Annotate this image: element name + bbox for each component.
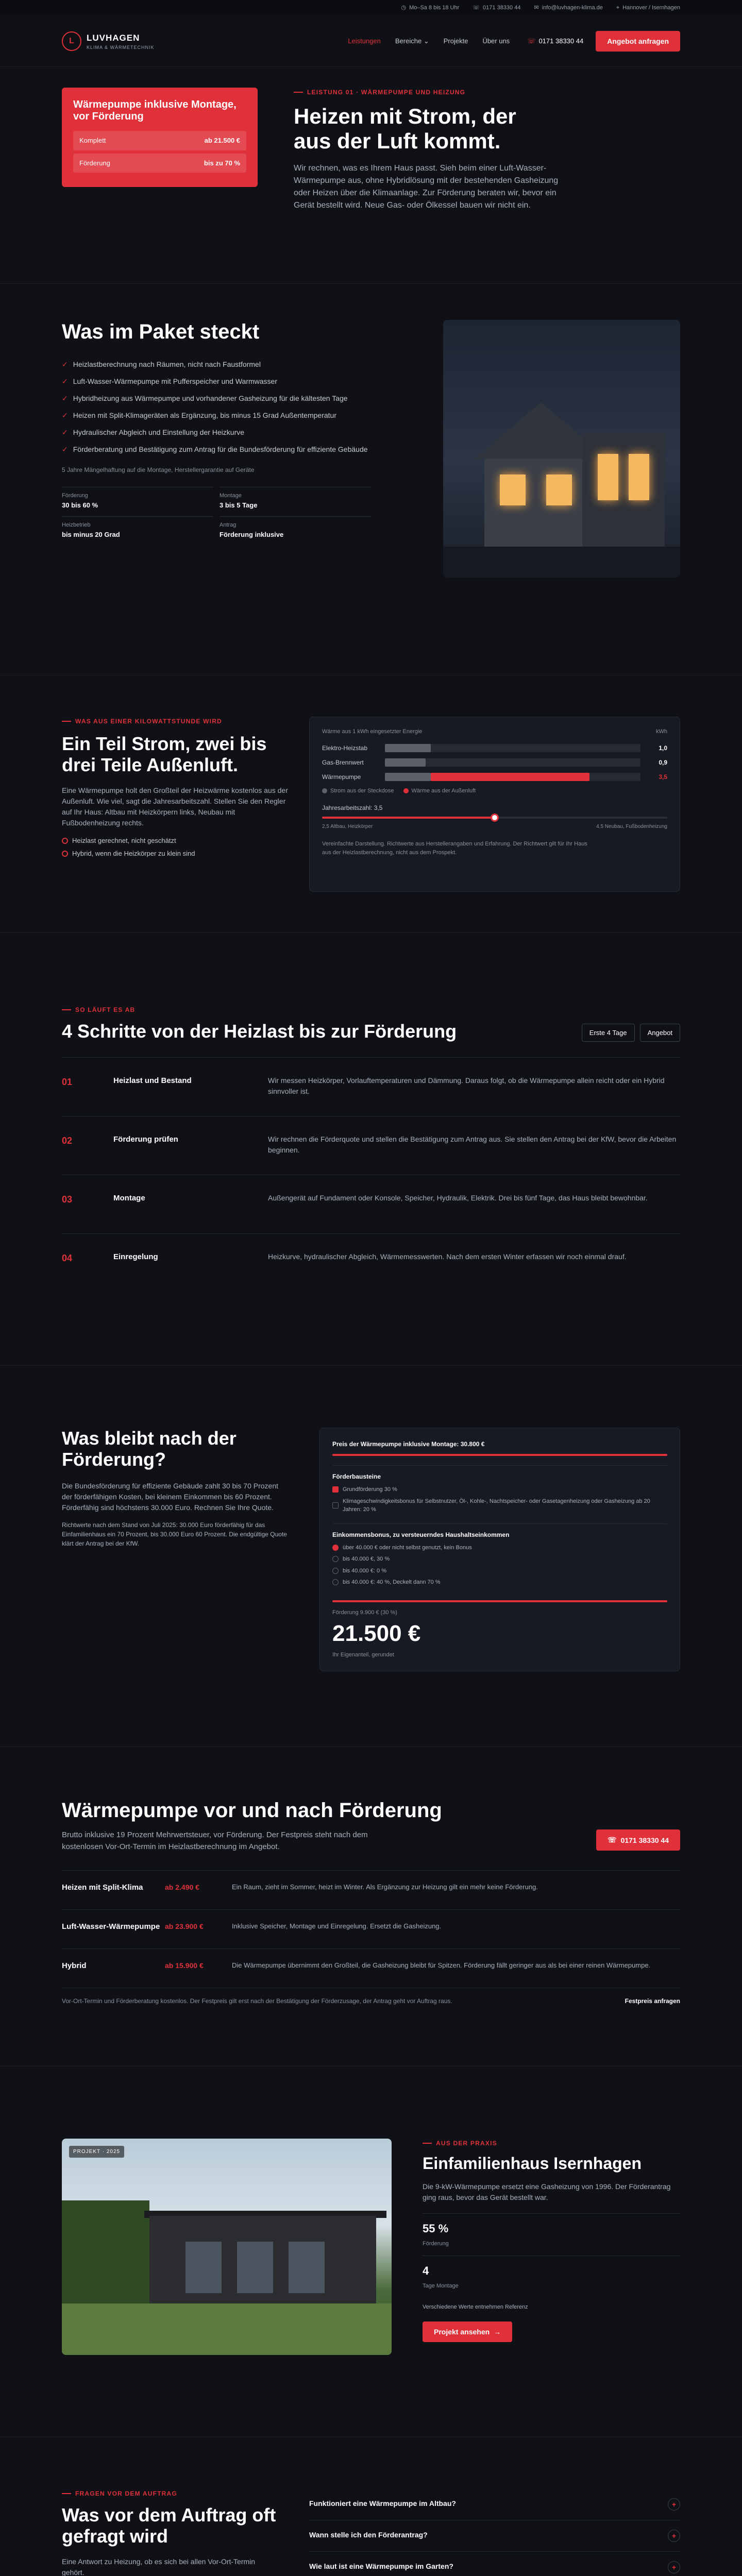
faq-text: Eine Antwort zu Heizung, ob es sich bei allen Vor-Ort-Termin gehört. (62, 2557, 256, 2576)
income-radio[interactable]: bis 40.000 €, 30 % (332, 1555, 667, 1564)
mail-icon: ✉ (534, 4, 539, 11)
radio-icon (62, 838, 68, 844)
funding-checkbox[interactable]: Grundförderung 30 % (332, 1485, 667, 1494)
stat-item: 55 % Förderung (423, 2213, 680, 2256)
option-item: Hybrid, wenn die Heizkörper zu klein sind (62, 849, 289, 859)
chevron-down-icon: ⌄ (423, 37, 429, 45)
price-table (62, 1870, 680, 1988)
radio-icon (332, 1556, 339, 1562)
faq-title: Was vor dem Auftrag oft gefragt wird (62, 2504, 276, 2547)
main-nav (348, 36, 510, 46)
bar-strom (385, 744, 431, 752)
eigenanteil-value: 21.500 € (332, 1621, 421, 1646)
steps-offer-button[interactable]: Angebot (640, 1024, 680, 1042)
house-photo (443, 320, 680, 578)
prices-section (0, 1747, 742, 2066)
hero-price-card (62, 88, 258, 187)
header-phone-link[interactable]: ☏ 0171 38330 44 (527, 36, 583, 46)
page-title: Heizen mit Strom, der aus der Luft kommt. (294, 104, 516, 154)
hero-text: Wir rechnen, was es Ihrem Haus passt. Sieh beim einer Luft-Wasser-Wärmepumpe aus, ohne Hybridlösung mit der bestehenden Gasheizung oder Heizen über die Klimaanlage. Zur Förderung beraten wir, bevor ein Gerät bestellt wird. Neue Gas- oder Ölkessel bauen wir nicht ein. (294, 163, 559, 210)
faq-item[interactable]: Wie laut ist eine Wärmepumpe im Garten? + (309, 2552, 680, 2576)
checkbox-icon (332, 1502, 339, 1509)
reference-text: Die 9-kW-Wärmepumpe ersetzt eine Gasheizung von 1996. Der Förderantrag ging raus, bevor das Gerät bestellt war. (423, 2182, 671, 2201)
slider-label: Jahresarbeitszahl: 3,5 (322, 804, 383, 811)
list-item: ✓ Hybridheizung aus Wärmepumpe und vorhandener Gasheizung für die kältesten Tage (62, 390, 423, 407)
income-radio[interactable]: bis 40.000 €: 0 % (332, 1567, 667, 1575)
topbar-email-link[interactable]: ✉ info@luvhagen-klima.de (534, 4, 602, 12)
steps-eyebrow: SO LÄUFT ES AB (62, 1005, 457, 1014)
checkbox-checked-icon (332, 1486, 339, 1493)
phone-icon: ☏ (473, 4, 480, 11)
radio-icon (332, 1568, 339, 1574)
option-item: Heizlast gerechnet, nicht geschätzt (62, 836, 289, 846)
hero-section (0, 67, 742, 283)
list-item: ✓ Hydraulischer Abgleich und Einstellung der Heizkurve (62, 424, 423, 441)
prices-title: Wärmepumpe vor und nach Förderung (62, 1799, 442, 1822)
table-row: Luft-Wasser-Wärmepumpe ab 23.900 € Inklusive Speicher, Montage und Einregelung. Ersetzt die Gasheizung. (62, 1910, 680, 1949)
radio-icon (332, 1579, 339, 1585)
stat-item: 4 Tage Montage (423, 2256, 680, 2298)
package-note: 5 Jahre Mängelhaftung auf die Montage, Herstellergarantie auf Geräte (62, 466, 255, 473)
project-badge: PROJEKT · 2025 (69, 2146, 124, 2158)
efficiency-section (0, 675, 742, 933)
radio-icon (62, 851, 68, 857)
legend: Strom aus der Steckdose Wärme aus der Außenluft (322, 787, 667, 795)
bar-row: Elektro-Heizstab 1,0 (322, 744, 667, 752)
location-info: ⌖ Hannover / Isernhagen (616, 4, 680, 12)
steps-first-days-button[interactable]: Erste 4 Tage (582, 1024, 635, 1042)
efficiency-calculator: Wärme aus 1 kWh eingesetzter Energie kWh Elektro-Heizstab 1,0 Gas-Brennwert 0,9 Wärmepumpe 3,5 Strom aus der Steckdose Wärme aus der Außenluft Jahresarbeitszahl: 3,5 2,5 Altbau, Heizkörper 4,5 Neubau, Fußbodenheizung Vereinfachte Darstellung. Richtwerte aus Herstellerangaben und Erfahrung. Der Richtwert gilt für Ihr Haus aus der Heizlastberechnung, nicht aus dem Prospekt. (309, 717, 680, 892)
clock-icon: ◷ (401, 4, 407, 11)
calc-footnote: Vereinfachte Darstellung. Richtwerte aus Herstellerangaben und Erfahrung. Der Richtwert gilt für Ihr Haus aus der Heizlastberechnung, nicht aus dem Prospekt. (322, 841, 587, 856)
table-row: Heizen mit Split-Klima ab 2.490 € Ein Raum, zieht im Sommer, heizt im Winter. Als Ergänzung zur Heizung gilt ein mehr keine Förderung. (62, 1871, 680, 1910)
faq-item[interactable]: Wann stelle ich den Förderantrag? + (309, 2520, 680, 2552)
plus-icon: + (668, 2561, 680, 2573)
calc-text: Eine Wärmepumpe holt den Großteil der Heizwärme kostenlos aus der Außenluft. Wie viel, sagt die Jahresarbeitszahl. Stellen Sie den Regler auf Ihr Haus: Altbau mit Heizkörpern links, Neubau mit Fußbodenheizung rechts. (62, 786, 288, 827)
logo-name: LUVHAGEN (87, 32, 140, 43)
step-item: 02 Förderung prüfen Wir rechnen die Förderquote und stellen die Bestätigung zum Antrag aus. Sie stellen den Antrag bei der KfW, bevor die Arbeiten beginnen. (62, 1116, 680, 1175)
logo[interactable] (62, 31, 155, 52)
project-photo (62, 2139, 392, 2355)
header-cta-button[interactable]: Angebot anfragen (596, 31, 680, 52)
topbar-phone-link[interactable]: ☏ 0171 38330 44 (473, 4, 520, 12)
spec-grid (62, 487, 371, 539)
faq-section (0, 2437, 742, 2576)
funding-checkbox[interactable]: Klimageschwindigkeitsbonus für Selbstnutzer, Öl-, Kohle-, Nachtspeicher- oder Gasetagenheizung oder Gasheizung ab 20 Jahren: 20 % (332, 1497, 667, 1514)
prices-phone-button[interactable]: ☏ 0171 38330 44 (596, 1829, 680, 1851)
income-radio[interactable]: bis 40.000 €: 40 %, Deckelt dann 70 % (332, 1578, 667, 1587)
step-item: 03 Montage Außengerät auf Fundament oder Konsole, Speicher, Hydraulik, Elektrik. Drei bis fünf Tage, das Haus bleibt bewohnbar. (62, 1175, 680, 1233)
arrow-right-icon: → (494, 2328, 501, 2336)
faq-item[interactable]: Funktioniert eine Wärmepumpe im Altbau? + (309, 2489, 680, 2520)
topbar (0, 0, 742, 15)
bar-row: Wärmepumpe 3,5 (322, 773, 667, 781)
list-item: ✓ Heizlastberechnung nach Räumen, nicht nach Faustformel (62, 356, 423, 373)
nav-ueber-uns[interactable]: Über uns (482, 37, 510, 45)
reference-section (0, 2066, 742, 2437)
nav-projekte[interactable]: Projekte (443, 37, 468, 45)
step-item: 01 Heizlast und Bestand Wir messen Heizkörper, Vorlauftemperaturen und Dämmung. Daraus folgt, ob die Wärmepumpe allein reicht oder ein Hybrid sinnvoller ist. (62, 1057, 680, 1116)
price-card-title: Wärmepumpe inklusive Montage, vor Förderung (73, 99, 237, 122)
price-slider[interactable] (332, 1454, 667, 1456)
funding-title: Was bleibt nach der Förderung? (62, 1428, 237, 1470)
table-row: Hybrid ab 15.900 € Die Wärmepumpe übernimmt den Großteil, die Gasheizung bleibt für Spitzen. Förderung fällt geringer aus als bei einer reinen Wärmepumpe. (62, 1949, 680, 1988)
festpreis-link[interactable]: Festpreis anfragen (625, 1997, 680, 2005)
reference-title: Einfamilienhaus Isernhagen (423, 2154, 642, 2173)
plus-icon: + (668, 2498, 680, 2511)
package-list (62, 356, 423, 458)
step-item: 04 Einregelung Heizkurve, hydraulischer Abgleich, Wärmemesswerten. Nach dem ersten Winter erfassen wir noch einmal drauf. (62, 1233, 680, 1292)
reference-note: Verschiedene Werte entnehmen Referenz (423, 2303, 528, 2310)
income-radio[interactable]: über 40.000 € oder nicht selbst genutzt, kein Bonus (332, 1544, 667, 1552)
header (0, 15, 742, 67)
reference-eyebrow: AUS DER PRAXIS (423, 2139, 680, 2148)
funding-section (0, 1365, 742, 1747)
package-title: Was im Paket steckt (62, 320, 260, 343)
nav-leistungen[interactable]: Leistungen (348, 37, 381, 45)
prices-footnote: Vor-Ort-Termin und Förderberatung kostenlos. Der Festpreis gilt erst nach der Bestätigung der Förderzusage, der Antrag geht vor Auftrag raus. (62, 1997, 452, 2005)
steps-title: 4 Schritte von der Heizlast bis zur Förderung (62, 1021, 457, 1042)
bar-luft (431, 773, 589, 781)
funding-calculator: Preis der Wärmepumpe inklusive Montage: 30.800 € Förderbausteine Grundförderung 30 % Klimageschwindigkeitsbonus für Selbstnutzer, Öl-, Kohle-, Nachtspeicher- oder Gasetagenheizung oder Gasheizung ab 20 Jahren: 20 % Einkommensbonus, zu versteuerndes Haushaltseinkommen über 40.000 € oder nicht selbst genutzt, kein Bonus bis 40.000 €, 30 % bis 40.000 €: 0 % bis 40.000 €: 40 %, Deckelt dann 70 % Förderung 9.900 € (30 %) 21.500 € Ihr Eigenanteil, gerundet (319, 1428, 680, 1671)
bar-strom (385, 758, 426, 767)
radio-checked-icon (332, 1545, 339, 1551)
plus-icon: + (668, 2530, 680, 2542)
spec-item: Förderung 30 bis 60 % (62, 487, 213, 510)
nav-bereiche[interactable]: Bereiche ⌄ (395, 37, 429, 45)
spec-item: Antrag Förderung inklusive (220, 516, 371, 539)
prices-intro: Brutto inklusive 19 Prozent Mehrwertsteuer, vor Förderung. Der Festpreis steht nach dem kostenlosen Vor-Ort-Termin im Heizlastberechnung im Angebot. (62, 1831, 368, 1851)
logo-subtitle: KLIMA & WÄRMETECHNIK (87, 45, 155, 50)
faq-eyebrow: FRAGEN VOR DEM AUFTRAG (62, 2489, 278, 2498)
pin-icon: ⌖ (616, 4, 620, 11)
bar-row: Gas-Brennwert 0,9 (322, 758, 667, 766)
project-view-button[interactable]: Projekt ansehen → (423, 2321, 512, 2342)
faq-list (309, 2489, 680, 2576)
spec-item: Montage 3 bis 5 Tage (220, 487, 371, 510)
phone-icon: ☏ (608, 1836, 617, 1844)
funding-text: Die Bundesförderung für effiziente Gebäude zahlt 30 bis 70 Prozent der förderfähigen Kosten, bei kleinem Einkommen bis 60 Prozent. Förderfähig sind höchstens 30.000 Euro. Rechnen Sie Ihre Quote. (62, 1481, 279, 1512)
phone-icon: ☏ (527, 37, 536, 45)
logo-mark-icon: L (62, 31, 81, 51)
list-item: ✓ Förderberatung und Bestätigung zum Antrag für die Bundesförderung für effiziente Gebäude (62, 441, 423, 458)
jaz-slider[interactable] (322, 817, 667, 819)
list-item: ✓ Heizen mit Split-Klimageräten als Ergänzung, bis minus 15 Grad Außentemperatur (62, 407, 423, 424)
hero-eyebrow: LEISTUNG 01 · WÄRMEPUMPE UND HEIZUNG (294, 88, 680, 97)
funding-note: Richtwerte nach dem Stand von Juli 2025: 30.000 Euro förderfähig für das Einfamilienhaus ein 70 Prozent, bis 30.000 Euro 60 Prozent. Die endgültige Quote klärt der Antrag bei der KfW. (62, 1521, 287, 1547)
price-row: Komplett ab 21.500 € (73, 131, 246, 150)
calc-title: Ein Teil Strom, zwei bis drei Teile Außenluft. (62, 733, 267, 776)
bar-strom (385, 773, 431, 781)
steps-section (0, 933, 742, 1365)
slider-handle[interactable] (491, 814, 499, 822)
price-row: Förderung bis zu 70 % (73, 154, 246, 173)
list-item: ✓ Luft-Wasser-Wärmepumpe mit Pufferspeicher und Warmwasser (62, 373, 423, 390)
spec-item: Heizbetrieb bis minus 20 Grad (62, 516, 213, 539)
hours-info: ◷ Mo–Sa 8 bis 18 Uhr (401, 4, 459, 12)
calc-eyebrow: WAS AUS EINER KILOWATTSTUNDE WIRD (62, 717, 289, 726)
package-section (0, 283, 742, 675)
funding-result: Förderung 9.900 € (30 %) 21.500 € Ihr Eigenanteil, gerundet (332, 1608, 667, 1659)
